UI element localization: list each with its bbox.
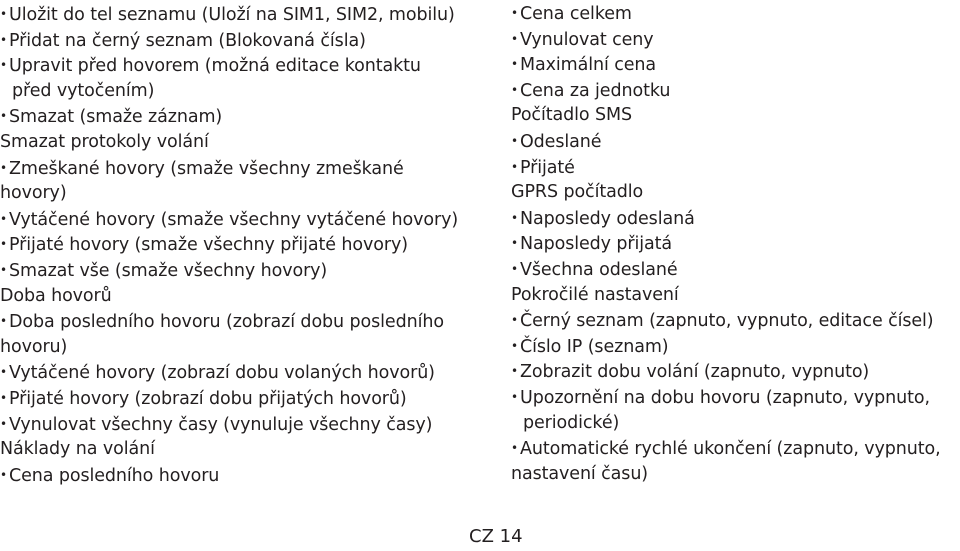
bullet-item: • Doba posledního hovoru (zobrazí dobu posledního — [0, 309, 500, 335]
bullet-item: • Cena posledního hovoru — [0, 463, 500, 489]
bullet-item: • Přijaté hovory (smaže všechny přijaté hovory) — [0, 232, 500, 258]
bullet-item: • Přidat na černý seznam (Blokovaná čísla) — [0, 28, 500, 54]
section-heading: hovoru) — [0, 336, 68, 357]
bullet-item: • Černý seznam (zapnuto, vypnuto, editace čísel) — [511, 308, 960, 334]
bullet-item: • Naposledy odeslaná — [511, 206, 960, 232]
left-column — [0, 0, 500, 488]
right-column — [511, 0, 960, 487]
section-heading: Počítadlo SMS — [511, 105, 632, 126]
bullet-item: • Uložit do tel seznamu (Uloží na SIM1, SIM2, mobilu) — [0, 2, 500, 28]
bullet-item: • Všechna odeslané — [511, 257, 960, 283]
section-heading: nastavení času) — [511, 463, 649, 484]
bullet-item: • Cena za jednotku — [511, 78, 960, 104]
bullet-item: • Automatické rychlé ukončení (zapnuto, vypnuto, — [511, 436, 960, 462]
bullet-item: • Přijaté — [511, 155, 960, 181]
page-number: CZ 14 — [469, 526, 523, 547]
bullet-item: • Smazat vše (smaže všechny hovory) — [0, 258, 500, 284]
continuation-line: před vytočením) — [12, 80, 155, 101]
bullet-item: • Upozornění na dobu hovoru (zapnuto, vypnuto, — [511, 385, 960, 411]
bullet-item: • Cena celkem — [511, 1, 960, 27]
bullet-item: • Číslo IP (seznam) — [511, 334, 960, 360]
bullet-item: • Odeslané — [511, 129, 960, 155]
bullet-item: • Upravit před hovorem (možná editace kontaktu — [0, 53, 500, 79]
bullet-item: • Zobrazit dobu volání (zapnuto, vypnuto) — [511, 359, 960, 385]
bullet-item: • Přijaté hovory (zobrazí dobu přijatých hovorů) — [0, 386, 500, 412]
bullet-item: • Vytáčené hovory (smaže všechny vytáčené hovory) — [0, 207, 500, 233]
section-heading: GPRS počítadlo — [511, 182, 644, 203]
bullet-item: • Naposledy přijatá — [511, 231, 960, 257]
bullet-item: • Vytáčené hovory (zobrazí dobu volaných hovorů) — [0, 360, 500, 386]
section-heading: Doba hovorů — [0, 285, 112, 306]
section-heading: hovory) — [0, 183, 67, 204]
bullet-item: • Smazat (smaže záznam) — [0, 104, 500, 130]
section-heading: Pokročilé nastavení — [511, 284, 679, 305]
bullet-item: • Maximální cena — [511, 52, 960, 78]
section-heading: Náklady na volání — [0, 439, 155, 460]
continuation-line: periodické) — [523, 412, 620, 433]
bullet-item: • Vynulovat ceny — [511, 27, 960, 53]
bullet-item: • Zmeškané hovory (smaže všechny zmeškané — [0, 156, 500, 182]
section-heading: Smazat protokoly volání — [0, 131, 209, 152]
bullet-item: • Vynulovat všechny časy (vynuluje všechny časy) — [0, 412, 500, 438]
